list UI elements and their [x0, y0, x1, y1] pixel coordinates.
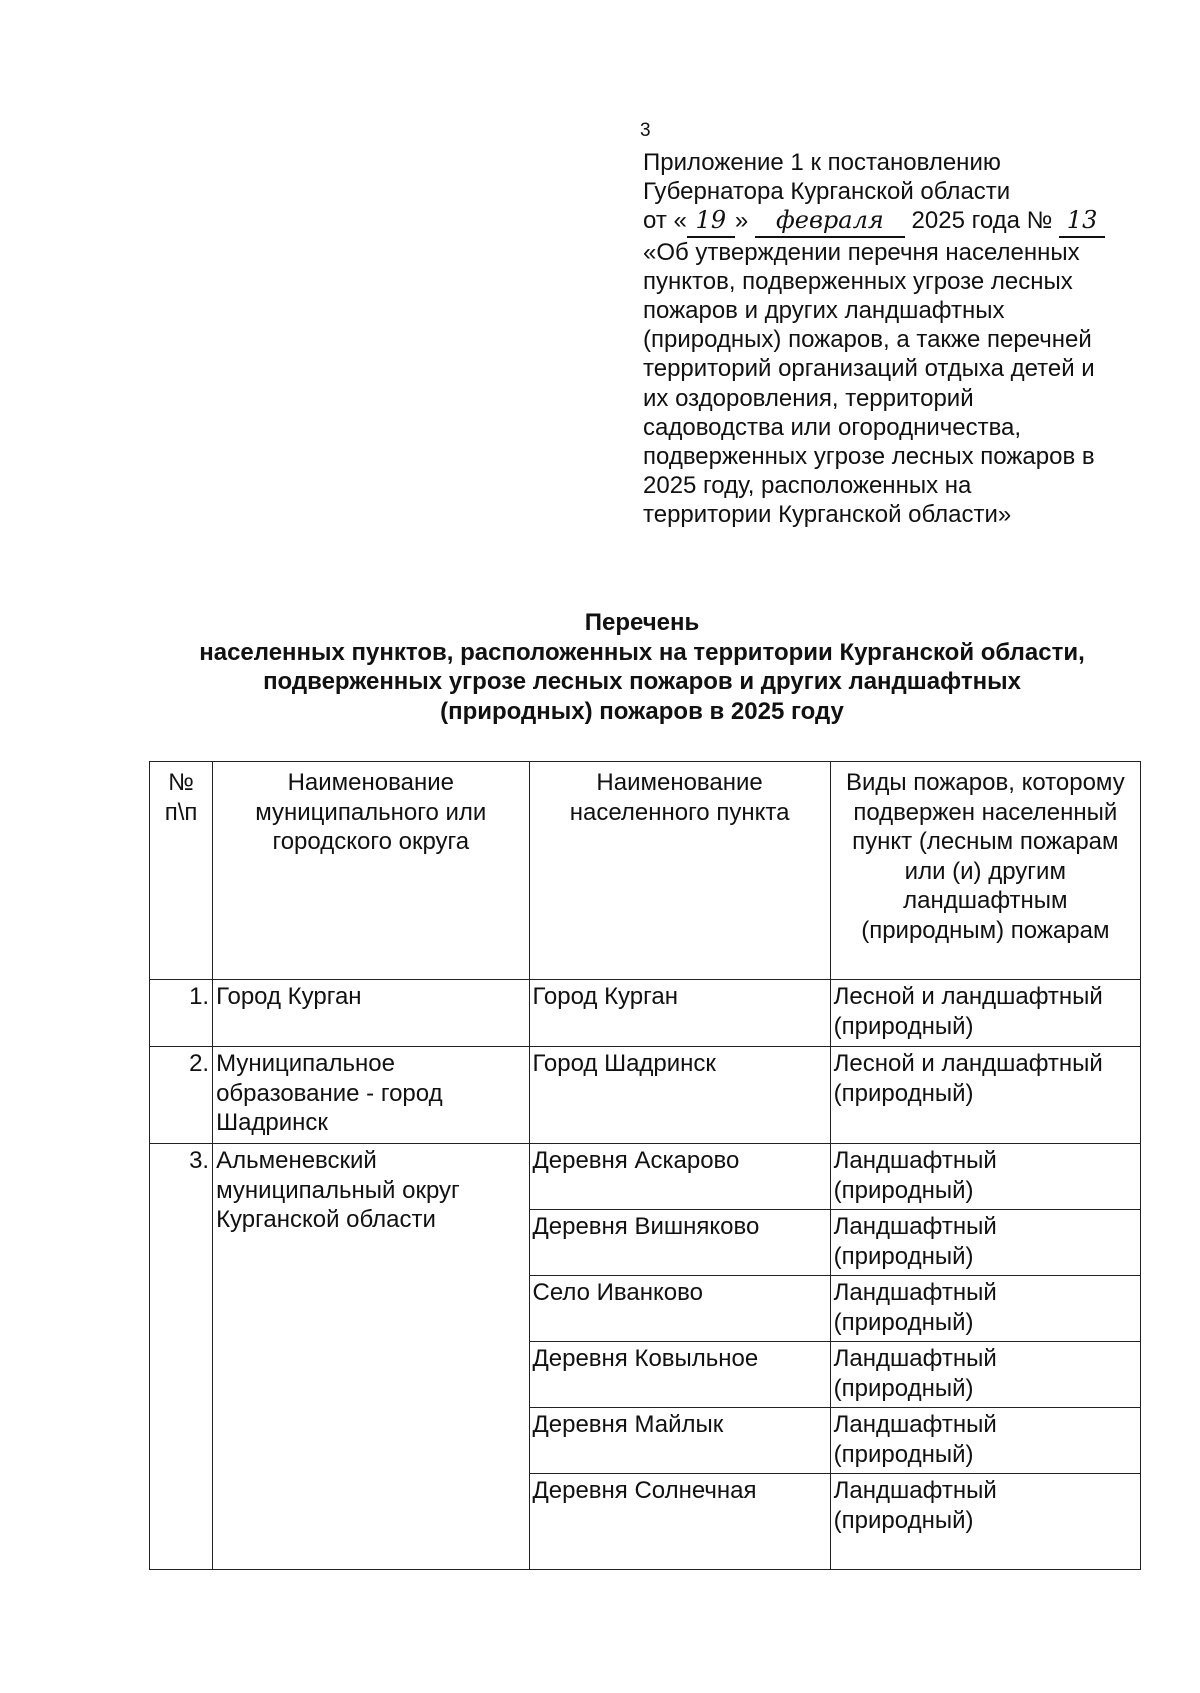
handwritten-doc-number: 13 — [1059, 206, 1105, 237]
heading-line: подверженных угрозе лесных пожаров и других ландшафтных — [263, 668, 1021, 695]
table-row — [150, 980, 1141, 1047]
header-place: Наименование населенного пункта — [529, 762, 830, 980]
appendix-title-line: (природных) пожаров, а также перечней — [643, 326, 1092, 354]
row-district: Альменевский муниципальный округ Курганской области — [213, 1144, 529, 1570]
page-number: 3 — [640, 120, 651, 141]
row-place: Деревня Вишняково — [529, 1210, 830, 1276]
appendix-title-line: «Об утверждении перечня населенных — [643, 238, 1080, 266]
row-fire-type: Ландшафтный (природный) — [830, 1342, 1140, 1408]
appendix-title-line: подверженных угрозе лесных пожаров в — [643, 443, 1095, 471]
header-district: Наименование муниципального или городского округа — [213, 762, 529, 980]
row-place: Деревня Ковыльное — [529, 1342, 830, 1408]
row-num: 1. — [150, 980, 213, 1047]
appendix-title-line: пунктов, подверженных угрозе лесных — [643, 267, 1073, 295]
appendix-title-line: 2025 году, расположенных на — [643, 472, 972, 500]
row-place: Деревня Солнечная — [529, 1474, 830, 1570]
date-year: 2025 года № — [911, 207, 1053, 235]
row-fire-type: Ландшафтный (природный) — [830, 1474, 1140, 1570]
header-num: № п\п — [150, 762, 213, 980]
row-place: Деревня Аскарово — [529, 1144, 830, 1210]
appendix-date-line — [643, 206, 1163, 237]
row-fire-type: Ландшафтный (природный) — [830, 1276, 1140, 1342]
row-num: 2. — [150, 1047, 213, 1144]
appendix-title-line: территории Курганской области» — [643, 501, 1012, 529]
row-fire-type: Ландшафтный (природный) — [830, 1144, 1140, 1210]
row-district: Город Курган — [213, 980, 529, 1047]
date-mid: » — [734, 207, 749, 235]
row-num: 3. — [150, 1144, 213, 1570]
row-place: Деревня Майлык — [529, 1408, 830, 1474]
settlements-table — [149, 761, 1141, 1570]
header-fire-type: Виды пожаров, которому подвержен населенный пункт (лесным пожарам или (и) другим ландшафтным (природным) пожарам — [830, 762, 1140, 980]
row-place: Город Курган — [529, 980, 830, 1047]
document-heading — [140, 608, 1144, 726]
appendix-line: Приложение 1 к постановлению — [643, 149, 1001, 176]
appendix-title-line: их оздоровления, территорий — [643, 384, 974, 412]
row-place: Город Шадринск — [529, 1047, 830, 1144]
handwritten-day: 19 — [687, 206, 735, 237]
appendix-block — [643, 148, 1163, 530]
row-fire-type: Лесной и ландшафтный (природный) — [830, 980, 1140, 1047]
appendix-line: Губернатора Курганской области — [643, 178, 1011, 206]
row-fire-type: Ландшафтный (природный) — [830, 1408, 1140, 1474]
handwritten-month: февраля — [755, 206, 905, 237]
row-fire-type: Ландшафтный (природный) — [830, 1210, 1140, 1276]
appendix-title-line: садоводства или огородничества, — [643, 413, 1022, 441]
appendix-title-line: пожаров и других ландшафтных — [643, 297, 1005, 325]
heading-title: Перечень — [584, 609, 700, 636]
appendix-title-line: территорий организаций отдыха детей и — [643, 355, 1095, 383]
table-row — [150, 1144, 1141, 1210]
row-place: Село Иванково — [529, 1276, 830, 1342]
table-header-row — [150, 762, 1141, 980]
table-row — [150, 1047, 1141, 1144]
heading-line: населенных пунктов, расположенных на территории Курганской области, — [199, 638, 1085, 666]
date-prefix: от « — [643, 207, 687, 235]
row-fire-type: Лесной и ландшафтный (природный) — [830, 1047, 1140, 1144]
heading-line: (природных) пожаров в 2025 году — [440, 697, 844, 725]
row-district: Муниципальное образование - город Шадринск — [213, 1047, 529, 1144]
